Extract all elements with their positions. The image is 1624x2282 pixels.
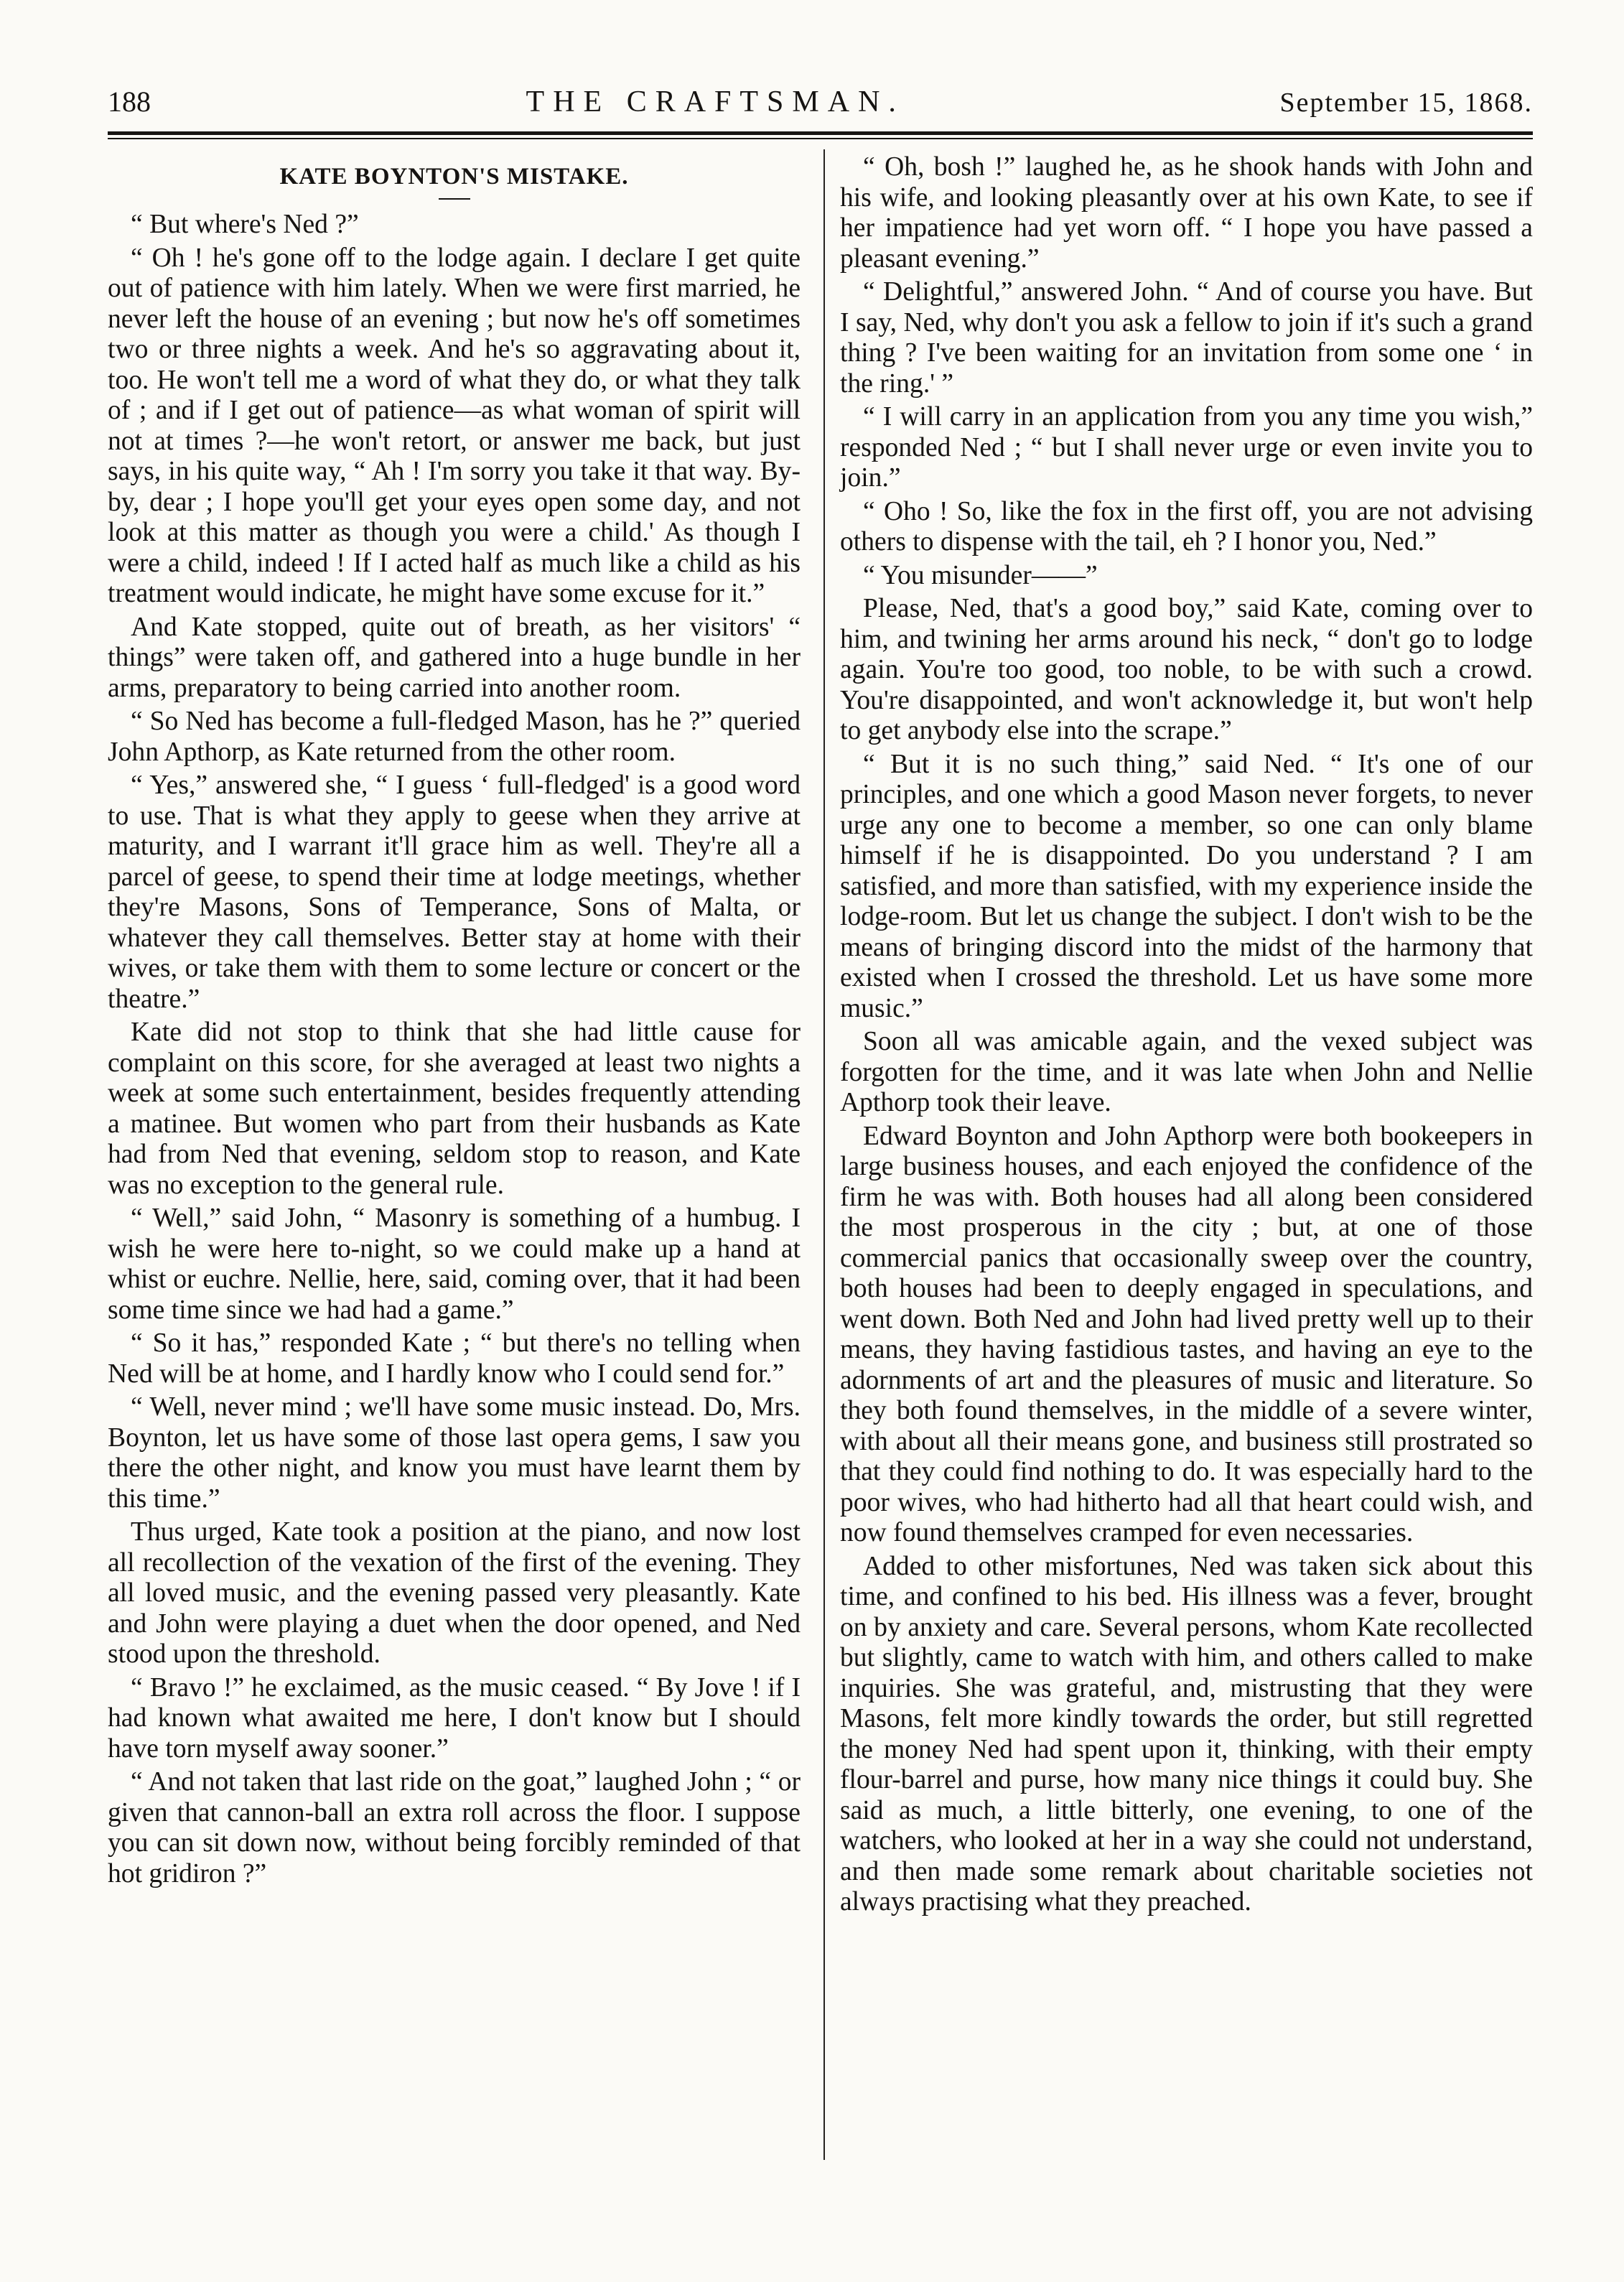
article-paragraph: “ And not taken that last ride on the goat,” laughed John ; “ or given that cannon-ball an extra roll across the floor. I suppose you can sit down now, without being forcibly reminded of that hot gridiron ?” [108,1767,801,1889]
article-title: KATE BOYNTON'S MISTAKE. [279,164,629,190]
issue-date: September 15, 1868. [1279,88,1533,118]
article-paragraph: “ Delightful,” answered John. “ And of course you have. But I say, Ned, why don't you ask a fellow to join if it's such a grand thing ? I've been waiting for an invitation from some one ‘ in the ring.' ” [840,277,1533,399]
article-paragraph: “ So it has,” responded Kate ; “ but there's no telling when Ned will be at home, and I hardly know who I could send for.” [108,1328,801,1389]
article-paragraph: “ So Ned has become a full-fledged Mason, has he ?” queried John Apthorp, as Kate returned from the other room. [108,707,801,767]
header-rule-thick [108,131,1533,135]
article-paragraph: Edward Boynton and John Apthorp were both bookeepers in large business houses, and each enjoyed the confidence of the firm he was with. Both houses had all along been considered the most prosperous in the city ; but, at one of those commercial panics that occasionally sweep over the country, both houses had been to deeply engaged in speculations, and went down. Both Ned and John had lived pretty well up to their means, they having fastidious tastes, and having an eye to the adornments of art and the pleasures of music and literature. So they both found themselves, in the middle of a severe winter, with about all their means gone, and business still prostrated so that they could find nothing to do. It was especially hard to the poor wives, who had hitherto had all that heart could wish, and now found themselves cramped for even necessaries. [840,1121,1533,1547]
left-column [108,152,801,1892]
article-paragraph: Thus urged, Kate took a position at the piano, and now lost all recollection of the vexation of the first of the evening. They all loved music, and the evening passed very pleasantly. Kate and John were playing a duet when the door opened, and Ned stood upon the threshold. [108,1517,801,1669]
article-paragraph: Soon all was amicable again, and the vexed subject was forgotten for the time, and it was late when John and Nellie Apthorp took their leave. [840,1027,1533,1117]
article-paragraph: “ But where's Ned ?” [131,210,359,239]
article-paragraph: “ Oh ! he's gone off to the lodge again. I declare I get quite out of patience with him lately. When we were first married, he never left the house of an evening ; but now he's off sometimes two or three nights a week. And he's so aggravating about it, too. He won't tell me a word of what they do, or what they talk of ; and if I get out of patience—as what woman of spirit will not at times ?—he won't retort, or answer me back, but just says, in his quite way, “ Ah ! I'm sorry you take it that way. By-by, dear ; I hope you'll get your eyes open some day, and not look at this matter as though you were a child.' As though I were a child, indeed ! If I acted half as much like a child as his treatment would indicate, he might have some excuse for it.” [108,243,801,608]
article-paragraph: Kate did not stop to think that she had little cause for complaint on this score, for she averaged at least two nights a week at some such entertainment, besides frequently attending a matinee. But women who part from their husbands as Kate had from Ned that evening, seldom stop to reason, and Kate was no exception to the general rule. [108,1017,801,1200]
page-header [108,85,1533,128]
article-paragraph: “ Bravo !” he exclaimed, as the music ceased. “ By Jove ! if I had known what awaited me here, I don't know but I should have torn myself away sooner.” [108,1672,801,1764]
title-dash [439,198,470,200]
article-paragraph: “ Yes,” answered she, “ I guess ‘ full-fledged' is a good word to use. That is what they apply to geese when they arrive at maturity, and I warrant it'll grace him as well. They're all a parcel of geese, to spend their time at lodge meetings, whether they're Masons, Sons of Temperance, Sons of Malta, or whatever they call themselves. Better stay at home with their wives, or take them with them to some lecture or concert or the theatre.” [108,770,801,1014]
article-paragraph: “ Oh, bosh !” laughed he, as he shook hands with John and his wife, and looking pleasantly over at his own Kate, to see if her impatience had yet worn off. “ I hope you have passed a pleasant evening.” [840,152,1533,274]
header-rule-thin [108,138,1533,139]
article-paragraph: Added to other misfortunes, Ned was taken sick about this time, and confined to his bed. His illness was a fever, brought on by anxiety and care. Several persons, whom Kate recollected but slightly, came to watch with him, and others called to make inquiries. She was grateful, and, mistrusting that they were Masons, felt more kindly towards the order, but still regretted the money Ned had spent upon it, thinking, with their empty flour-barrel and purse, how many nice things it could buy. She said as much, a little bitterly, one evening, to one of the watchers, who looked at her in a way she could not understand, and then made some remark about charitable societies not always practising what they preached. [840,1551,1533,1917]
page-number: 188 [108,85,151,118]
article-paragraph: “ You misunder——” [863,560,1098,590]
article-paragraph: “ Oho ! So, like the fox in the first off, you are not advising others to dispense with the tail, eh ? I honor you, Ned.” [840,496,1533,556]
column-divider [823,149,825,2160]
article-paragraph: “ I will carry in an application from you any time you wish,” responded Ned ; “ but I shall never urge or even invite you to join.” [840,402,1533,493]
article-paragraph: And Kate stopped, quite out of breath, as her visitors' “ things” were taken off, and gathered into a huge bundle in her arms, preparatory to being carried into another room. [108,612,801,703]
right-column [840,152,1533,1921]
masthead: THE CRAFTSMAN. [526,85,905,118]
article-paragraph: “ But it is no such thing,” said Ned. “ It's one of our principles, and one which a good Mason never forgets, to never urge any one to become a member, so one can only blame himself if he is disappointed. Do you understand ? I am satisfied, and more than satisfied, with my experience inside the lodge-room. But let us change the subject. I don't wish to be the means of bringing discord into the midst of the harmony that existed when I crossed the threshold. Let us have some more music.” [840,749,1533,1023]
article-paragraph: “ Well,” said John, “ Masonry is something of a humbug. I wish he were here to-night, so we could make up a hand at whist or euchre. Nellie, here, said, coming over, that it had been some time since we had had a game.” [108,1203,801,1325]
article-paragraph: “ Well, never mind ; we'll have some music instead. Do, Mrs. Boynton, let us have some of those last opera gems, I saw you there the other night, and know you must have learnt them by this time.” [108,1392,801,1514]
article-paragraph: Please, Ned, that's a good boy,” said Kate, coming over to him, and twining her arms around his neck, “ don't go to lodge again. You're too good, too noble, to be with such a crowd. You're disappointed, and won't acknowledge it, but won't help to get anybody else into the scrape.” [840,594,1533,745]
